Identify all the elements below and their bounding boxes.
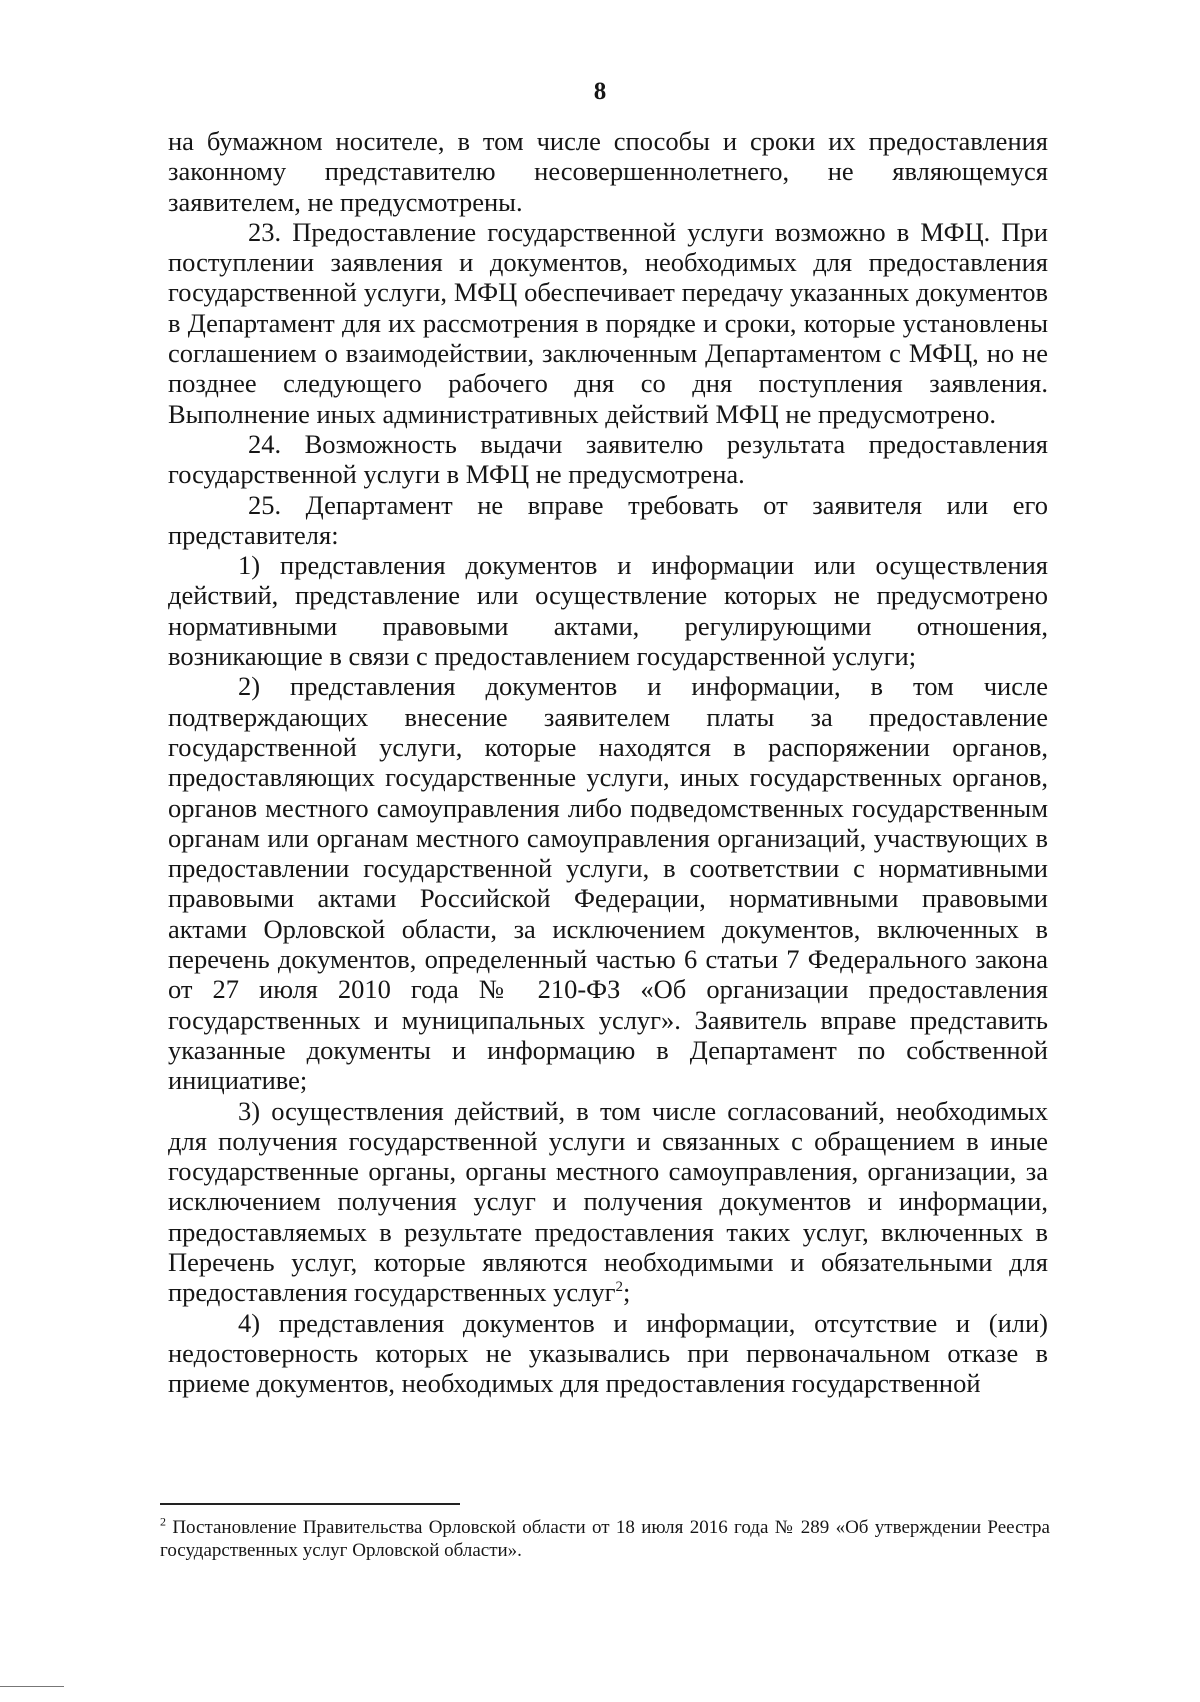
list-item-1: 1) представления документов и информации или осуществления действий, представление или осуществление которых не предусмотрено нормативными правовыми актами, регулирующими отношения, возникающие в связи с предоставлением государственной услуги; — [168, 550, 1048, 672]
footnote-mark: 2 — [160, 1514, 166, 1529]
list-item-3-end: ; — [622, 1277, 631, 1308]
list-item-4: 4) представления документов и информации, отсутствие и (или) недостоверность которых не указывались при первоначальном отказе в приеме документов, необходимых для предоставления государственной — [168, 1307, 1048, 1399]
footnote — [160, 1516, 1050, 1562]
footnote-reference: 2 — [615, 1279, 623, 1296]
paragraph-continuation: на бумажном носителе, в том числе способы и сроки их предоставления законному представителю несовершеннолетнего, не являющемуся заявителем, не предусмотрены. — [168, 126, 1048, 217]
paragraph-24: 24. Возможность выдачи заявителю результата предоставления государственной услуги в МФЦ не предусмотрена. — [168, 428, 1048, 490]
list-item-3 — [168, 1096, 1048, 1308]
paragraph-25: 25. Департамент не вправе требовать от заявителя или его представителя: — [168, 489, 1048, 550]
document-body — [168, 126, 1048, 1398]
page-number: 8 — [593, 78, 607, 105]
list-item-2: 2) представления документов и информации, в том числе подтверждающих внесение заявителем платы за предоставление государственной услуги, которые находятся в распоряжении органов, предоставляющих государственные услуги, иных государственных органов, органов местного самоуправления либо подведомственных государственным органам или органам местного самоуправления организаций, участвующих в предоставлении государственной услуги, в соответствии с нормативными правовыми актами Российской Федерации, нормативными правовыми актами Орловской области, за исключением документов, включенных в перечень документов, определенный частью 6 статьи 7 Федерального закона от 27 июля 2010 года № 210-ФЗ «Об организации предоставления государственных и муниципальных услуг». Заявитель вправе представить указанные документы и информацию в Департамент по собственной инициативе; — [168, 671, 1048, 1096]
footnote-text: Постановление Правительства Орловской области от 18 июля 2016 года № 289 «Об утверждении Реестра государственных услуг Орловской области». — [160, 1517, 1050, 1561]
footnote-divider — [160, 1503, 460, 1505]
scan-edge-line — [0, 1686, 64, 1687]
paragraph-23: 23. Предоставление государственной услуги возможно в МФЦ. При поступлении заявления и документов, необходимых для предоставления государственной услуги, МФЦ обеспечивает передачу указанных документов в Департамент для их рассмотрения в порядке и сроки, которые установлены соглашением о взаимодействии, заключенным Департаментом с МФЦ, но не позднее следующего рабочего дня со дня поступления заявления. Выполнение иных административных действий МФЦ не предусмотрено. — [168, 216, 1048, 429]
list-item-3-text: 3) осуществления действий, в том числе согласований, необходимых для получения государственной услуги и связанных с обращением в иные государственные органы, органы местного самоуправления, организации, за исключением получения услуг и получения документов и информации, предоставляемых в результате предоставления таких услуг, включенных в Перечень услуг, которые являются необходимыми и обязательными для предоставления государственных услуг — [168, 1095, 1048, 1308]
